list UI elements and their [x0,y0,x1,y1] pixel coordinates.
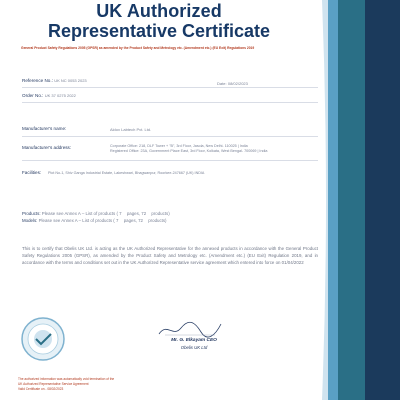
reference-row [22,78,87,83]
facilities-value: Plot No-1, Shiv Ganga Industrial Estate, Lakeshwari, Bhagwanpur, Roorkee-247667 (UK) INDIA [48,171,205,175]
address-line1: Corporate Office: 218, DLF Tower + "B", 3rd Floor, Jasola, New Delhi- 110025 | India [110,144,248,148]
date-value: 08/02/2023 [227,81,248,86]
divider [22,160,318,161]
certificate-title-line1: UK Authorized [96,1,222,21]
manufacturer-address-label: Manufacturer's address: [22,145,72,150]
signatory-name: Mr. G. Elkayam CEO [171,338,217,343]
products-label: Products: [22,211,41,216]
order-row [22,93,76,98]
footer-line3: Valid Certificate on - 08/02/2023 [18,386,64,391]
certification-statement: This is to certify that Obelis UK Ltd. is acting as the UK Authorized Representative for the annexed products in accordance with the General Product Safety Regulations 2005 (GPSR), as amended by the Product Safety and Metrology etc. (Amendment etc.) (EU Exit) Regulation 2019, and in accordance with the terms and conditions set out in the UK Authorized Representative service agreement which entered into force on 01/04/2022 [22,246,318,265]
signature-image [155,320,225,338]
date-row [217,81,248,86]
products-count: 7 [119,211,122,216]
decorative-stripes [320,0,400,400]
models-row [22,218,167,223]
compliance-seal [20,316,66,362]
address-line2: Registered Office: 23A, Government Place East, 3rd Floor, Kolkata, West Bengal- 700069 | India [110,149,268,154]
products-text: Please see Annex A – List of products ( [41,211,118,216]
certificate-title-line2: Representative Certificate [47,21,271,41]
reference-label: Reference No.: [22,78,53,83]
models-text: Please see Annex A – List of products ( [38,218,115,223]
models-word: products) [148,218,167,223]
divider [22,102,318,103]
footer-line2: UK Authorized Representative Service Agreement [18,381,89,386]
products-row [22,211,170,216]
divider [22,136,318,137]
order-value: UK 37 0275 2022 [44,93,76,98]
signatory-company: Obelis UK Ltd [180,345,208,350]
regulations-subtitle: General Product Safety Regulations 2005 (GPSR) as amended by the Product Safety and Metrology etc. (Amendment etc.) (EU Exit) Regulations 2019 [21,46,255,50]
manufacturer-name-value: Aldox Labtech Pvt. Ltd. [110,127,152,132]
models-suffix: pages, 72 [123,218,143,223]
reference-value: UK NC 0053 2023 [54,78,87,83]
divider [22,87,318,88]
manufacturer-name-label: Manufacturer's name: [22,126,67,131]
facilities-label: Facilities: [22,170,42,175]
footer-line1: The authorized information was automatically void termination of the [18,377,115,381]
order-label: Order No.: [22,93,44,98]
products-suffix: pages, 72 [126,211,147,216]
models-count: 7 [116,218,119,223]
manufacturer-address-value [110,144,320,155]
date-label: Date: [217,81,227,86]
footer-note [18,377,218,391]
signatory-block [134,338,254,350]
models-label: Models: [22,218,38,223]
products-word: products) [151,211,170,216]
